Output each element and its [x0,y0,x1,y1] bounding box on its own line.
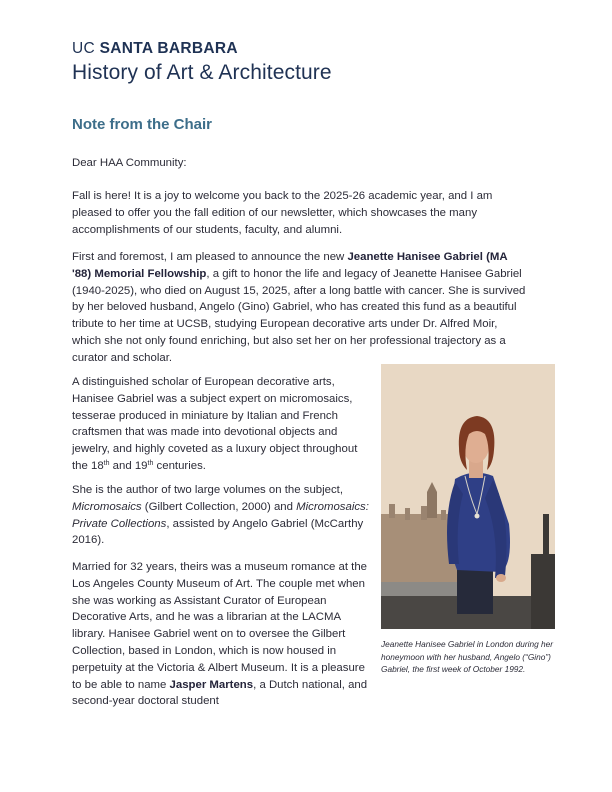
scholar-paragraph: A distinguished scholar of European decorative arts, Hanisee Gabriel was a subject expert on micromosaics, tesserae produced in miniature by Italian and French craftsmen that was made into devotional objects and jewelry, and highly coveted as a luxury object throughout the 18th and 19th centuries. [72,376,358,472]
author-paragraph: She is the author of two large volumes on the subject, Micromosaics (Gilbert Collection, 2000) and Micromosaics: Private Collections, assisted by Angelo Gabriel (McCarthy 2016). [72,484,369,547]
department-name: History of Art & Architecture [72,61,332,84]
student-name: Jasper Martens [169,678,254,691]
photo-caption: Jeanette Hanisee Gabriel in London during her honeymoon with her husband, Angelo (“Gino”) Gabriel, the first week of October 1992. [381,639,554,675]
book-title: Micromosaics: Private Collections [72,500,369,530]
portrait-photo [381,364,555,629]
greeting: Dear HAA Community: [72,157,187,169]
letterhead [72,40,332,86]
marriage-paragraph: Married for 32 years, theirs was a museum romance at the Los Angeles County Museum of Art. The couple met when she was working as Assistant Curator of European Decorative Arts, and he was a librarian at the LACMA library. Hanisee Gabriel went on to oversee the Gilbert Collection, based in London, which is now housed in perpetuity at the Victoria & Albert Museum. It is a pleasure to be able to name Jasper Martens, a Dutch national, and second-year doctoral student [72,561,368,708]
fellowship-name: Jeanette Hanisee Gabriel (MA '88) Memorial Fellowship [72,251,508,280]
book-title: Micromosaics [72,500,142,513]
university-name: UC SANTA BARBARA [72,40,238,57]
fellowship-paragraph: First and foremost, I am pleased to announce the new Jeanette Hanisee Gabriel (MA '88) Memorial Fellowship, a gift to honor the life and legacy of Jeanette Hanisee Gabriel (1940-2025), who died on August 15, 2025, after a long battle with cancer. She is survived by her beloved husband, Angelo (Gino) Gabriel, who has created this fund as a beautiful tribute to her time at UCSB, studying European decorative arts under Dr. Alfred Moir, which she not only found enriching, but also set her on her professional trajectory as a curator and scholar. [72,251,526,364]
london-portrait-image [381,364,555,629]
intro-paragraph: Fall is here! It is a joy to welcome you back to the 2025-26 academic year, and I am pleased to offer you the fall edition of our newsletter, which showcases the many accomplishments of our students, faculty, and alumni. [72,190,493,236]
section-heading: Note from the Chair [72,116,213,133]
